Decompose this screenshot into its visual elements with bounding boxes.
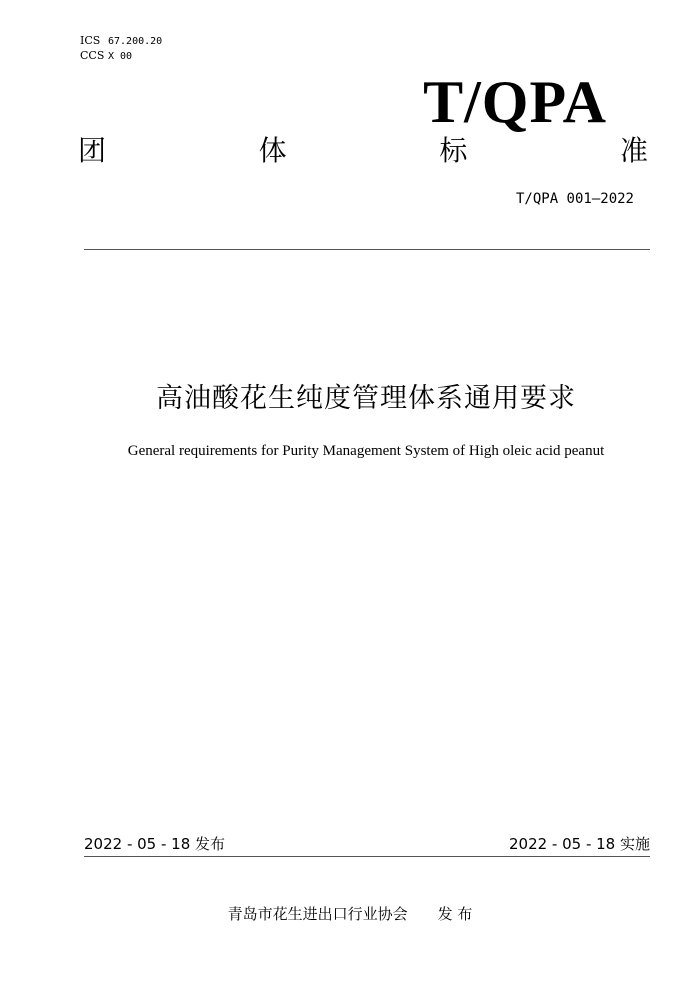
standard-type-char: 标: [439, 134, 468, 167]
ics-label: ICS: [80, 34, 101, 47]
document-title-chinese: 高油酸花生纯度管理体系通用要求: [156, 383, 576, 414]
ccs-line: [80, 49, 162, 64]
publish-date: 2022 - 05 - 18 发布: [84, 835, 226, 853]
ics-value: 67.200.20: [108, 36, 163, 47]
standard-type-char: 团: [78, 134, 107, 167]
classification-block: [80, 34, 162, 64]
standard-type-char: 体: [258, 134, 287, 167]
header-divider: [84, 249, 650, 250]
standard-type-char: 准: [619, 134, 648, 167]
implement-date: 2022 - 05 - 18 实施: [508, 835, 650, 853]
standard-code: T/QPA 001—2022: [515, 191, 634, 207]
ccs-label: CCS: [80, 49, 105, 62]
issuer-line: [0, 904, 700, 924]
organization-logo: T/QPA: [423, 69, 607, 135]
ccs-value: X 00: [108, 51, 133, 62]
issuer-action: 发 布: [437, 905, 473, 923]
footer-divider: [84, 856, 650, 857]
ics-line: [80, 34, 162, 49]
issuer-organization: 青岛市花生进出口行业协会: [227, 905, 408, 923]
document-title-english: General requirements for Purity Management System of High oleic acid peanut: [127, 443, 605, 459]
standard-type-heading: [78, 133, 648, 169]
